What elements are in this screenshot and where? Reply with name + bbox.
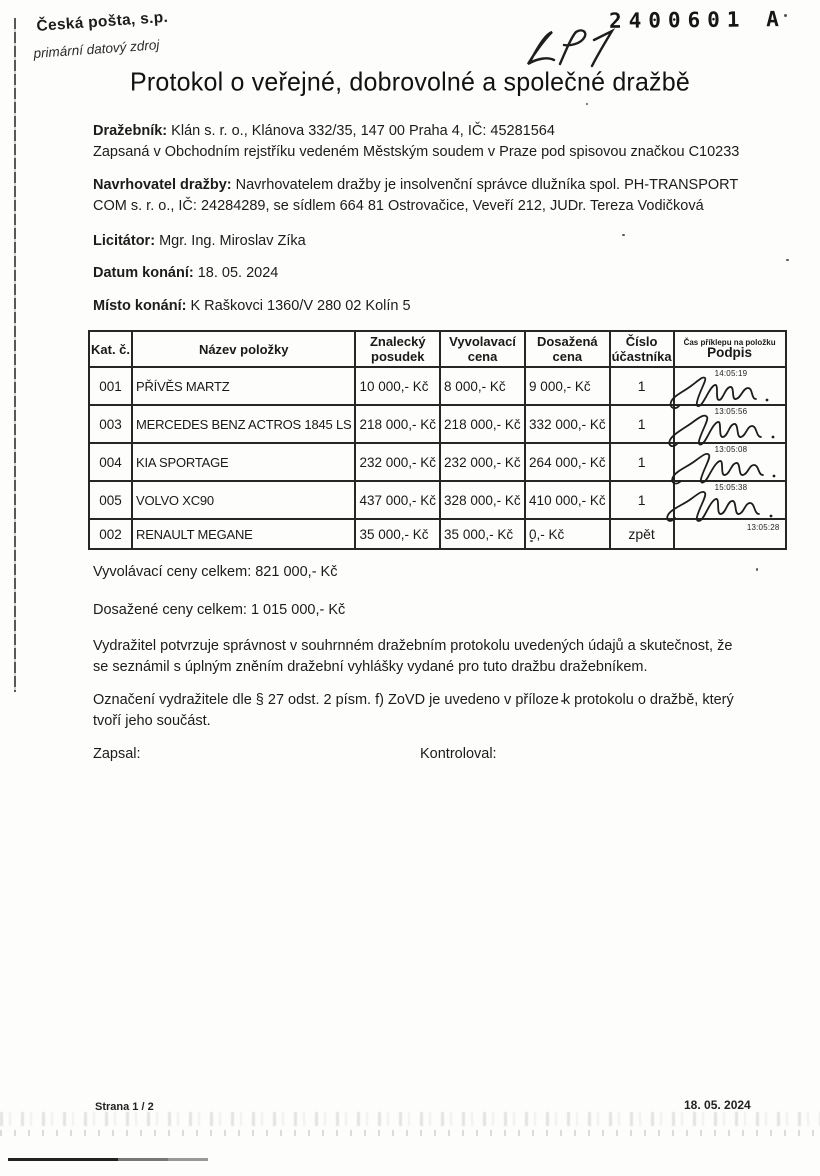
paragraph-oznaceni: Označení vydražitele dle § 27 odst. 2 písm. f) ZoVD je uvedeno v příloze k protokolu o dražbě, který tvoří jeho součást. [93, 692, 734, 729]
document-title: Protokol o veřejné, dobrovolné a společné dražbě [130, 67, 690, 97]
scan-artifact-noise-band [0, 1112, 820, 1126]
cell-podpis [674, 481, 786, 519]
header-cas-priklepu: Čas příklepu na položku [683, 338, 776, 347]
paragraph-licitator [93, 231, 748, 252]
table-row [89, 367, 786, 405]
table-row [89, 481, 786, 519]
hammer-time: 13:05:56 [714, 407, 748, 416]
table-row [89, 405, 786, 443]
cell-podpis [674, 405, 786, 443]
cell-dosazena: 0,- Kč [525, 519, 610, 549]
hammer-time: 13:05:08 [714, 445, 748, 454]
kontroloval-label: Kontroloval: [420, 746, 497, 762]
cell-dosazena: 410 000,- Kč [525, 481, 610, 519]
licitator-text: Mgr. Ing. Miroslav Zíka [159, 233, 306, 249]
hammer-time: 14:05:19 [714, 369, 748, 378]
cell-ucastnik: zpět [610, 519, 674, 549]
cell-ucastnik: 1 [610, 405, 674, 443]
header-cas-podpis [674, 331, 786, 367]
signoff-row [93, 744, 748, 765]
table-header-row [89, 331, 786, 367]
table-row [89, 443, 786, 481]
org-subtitle: primární datový zdroj [33, 37, 160, 61]
hammer-time: 15:05:38 [714, 483, 748, 492]
header-podpis: Podpis [707, 345, 753, 360]
paragraph-navrhovatel [93, 175, 748, 217]
header-cislo-ucastnika: Číslo účastníka [610, 331, 674, 367]
drazebnik-label: Dražebník: [93, 123, 168, 139]
footer-date: 18. 05. 2024 [684, 1098, 751, 1112]
misto-text: K Raškovci 1360/V 280 02 Kolín 5 [190, 298, 411, 314]
cell-kat: 002 [89, 519, 132, 549]
scan-speck [586, 103, 588, 105]
hammer-time: 13:05:28 [746, 523, 780, 532]
scan-artifact-vertical-line [14, 18, 16, 692]
cell-nazev: RENAULT MEGANE [132, 519, 355, 549]
cell-posudek: 437 000,- Kč [355, 481, 440, 519]
scan-artifact-bottom-line [8, 1158, 208, 1161]
cell-ucastnik: 1 [610, 443, 674, 481]
cell-vyvolavaci: 35 000,- Kč [440, 519, 525, 549]
cell-vyvolavaci: 218 000,- Kč [440, 405, 525, 443]
datum-text: 18. 05. 2024 [197, 265, 279, 281]
org-name: Česká pošta, s.p. [36, 8, 169, 35]
paragraph-misto-konani [93, 296, 748, 317]
table-row [89, 519, 786, 549]
misto-label: Místo konání: [93, 298, 187, 314]
navrhovatel-label: Navrhovatel dražby: [93, 177, 232, 193]
cell-kat: 005 [89, 481, 132, 519]
stamp-number: 2400601 A [609, 7, 787, 33]
cell-nazev: MERCEDES BENZ ACTROS 1845 LS [132, 405, 355, 443]
drazebnik-text: Klán s. r. o., Klánova 332/35, 147 00 Praha 4, IČ: 45281564 [171, 123, 555, 139]
navrhovatel-text: Navrhovatelem dražby je insolvenční správce dlužníka spol. PH-TRANSPORT COM s. r. o., IČ: 24284289, se sídlem 664 81 Ostrovačice, Veveří 212, JUDr. Tereza Vodičková [93, 177, 738, 214]
cell-nazev: PŘÍVĚS MARTZ [132, 367, 355, 405]
cell-dosazena: 264 000,- Kč [525, 443, 610, 481]
scan-speck [756, 568, 758, 571]
cell-podpis [674, 367, 786, 405]
cell-kat: 001 [89, 367, 132, 405]
cell-dosazena: 332 000,- Kč [525, 405, 610, 443]
cell-podpis [674, 519, 786, 549]
cell-nazev: VOLVO XC90 [132, 481, 355, 519]
header-znalecky-posudek: Znalecký posudek [355, 331, 440, 367]
header-dosazena-cena: Dosažená cena [525, 331, 610, 367]
cell-vyvolavaci: 232 000,- Kč [440, 443, 525, 481]
paragraph-datum-konani [93, 263, 748, 284]
cell-ucastnik: 1 [610, 367, 674, 405]
cell-posudek: 218 000,- Kč [355, 405, 440, 443]
page-number: Strana 1 / 2 [95, 1101, 154, 1113]
summary-vyvolavaci-total: Vyvolávací ceny celkem: 821 000,- Kč [93, 564, 338, 580]
scan-speck [786, 259, 789, 261]
zapsal-label: Zapsal: [93, 746, 141, 762]
scan-artifact-noise-band [0, 1130, 820, 1136]
drazebnik-line1 [93, 121, 748, 142]
cell-vyvolavaci: 8 000,- Kč [440, 367, 525, 405]
datum-label: Datum konání: [93, 265, 194, 281]
cell-posudek: 232 000,- Kč [355, 443, 440, 481]
cell-podpis [674, 443, 786, 481]
cell-dosazena: 9 000,- Kč [525, 367, 610, 405]
cell-kat: 004 [89, 443, 132, 481]
cell-posudek: 10 000,- Kč [355, 367, 440, 405]
cell-kat: 003 [89, 405, 132, 443]
auction-items-table [88, 330, 787, 550]
drazebnik-line2: Zapsaná v Obchodním rejstříku vedeném Městským soudem v Praze pod spisovou značkou C10233 [93, 144, 740, 160]
cell-posudek: 35 000,- Kč [355, 519, 440, 549]
cell-nazev: KIA SPORTAGE [132, 443, 355, 481]
paragraph-drazebnik [93, 121, 748, 163]
licitator-label: Licitátor: [93, 233, 156, 249]
header-vyvolavaci-cena: Vyvolavací cena [440, 331, 525, 367]
cell-ucastnik: 1 [610, 481, 674, 519]
summary-dosazene-total: Dosažené ceny celkem: 1 015 000,- Kč [93, 602, 346, 618]
header-kat-c: Kat. č. [89, 331, 132, 367]
cell-vyvolavaci: 328 000,- Kč [440, 481, 525, 519]
paragraph-confirmation: Vydražitel potvrzuje správnost v souhrnném dražebním protokolu uvedených údajů a skutečnost, že se seznámil s úplným zněním dražební vyhlášky vydané pro tuto dražbu dražebníkem. [93, 638, 733, 675]
header-nazev-polozky: Název položky [132, 331, 355, 367]
